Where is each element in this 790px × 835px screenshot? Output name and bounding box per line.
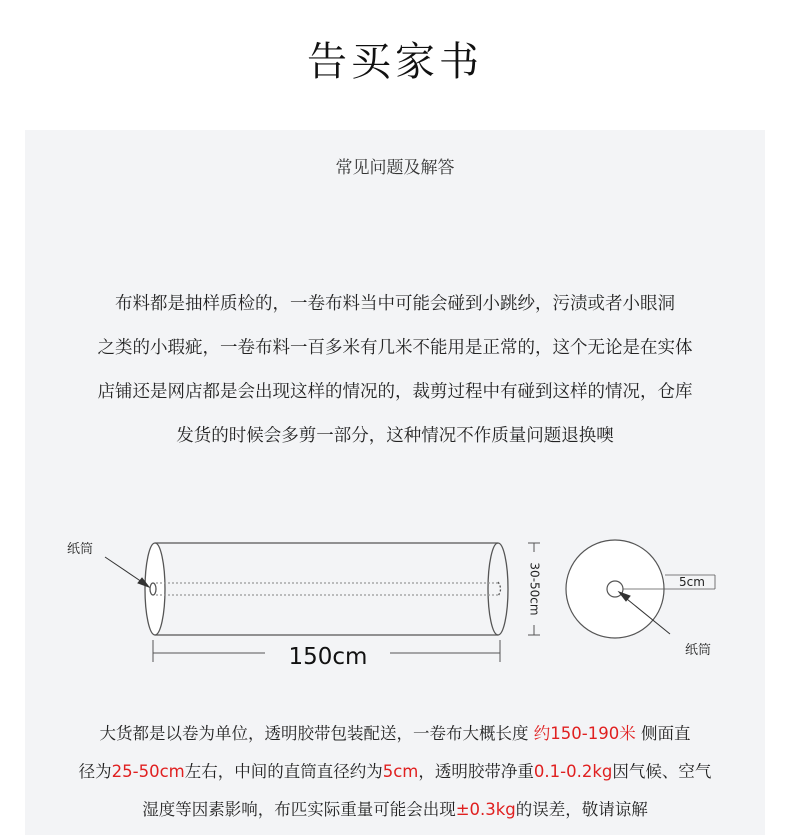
faq-panel [25, 130, 765, 835]
weight-error-value: ±0.3kg [455, 800, 516, 819]
bulk-info [55, 715, 735, 829]
notice-line: 布料都是抽样质检的，一卷布料当中可能会碰到小跳纱，污渍或者小眼洞 [115, 294, 675, 314]
tape-weight-value: 0.1-0.2kg [533, 762, 613, 781]
roll-cross-section [566, 540, 715, 638]
notice-line: 发货的时候会多剪一部分，这种情况不作质量问题退换噢 [176, 426, 614, 446]
page-title: 告买家书 [307, 39, 483, 85]
roll-length-value: 约150-190米 [533, 724, 636, 743]
fabric-roll-diagram [25, 510, 765, 710]
bulk-line: 大货都是以卷为单位，透明胶带包装配送，一卷布大概长度 约150-190米 侧面直 [99, 724, 691, 743]
tube-diameter-value: 5cm [382, 762, 419, 781]
side-diameter-value: 25-50cm [111, 762, 185, 781]
bulk-line: 径为25-50cm左右，中间的直筒直径约为5cm，透明胶带净重0.1-0.2kg因气候、空气 [78, 762, 712, 781]
tube-label-right: 纸筒 [685, 643, 712, 658]
length-label: 150cm [288, 644, 368, 670]
faq-heading: 常见问题及解答 [335, 158, 455, 178]
quality-notice [50, 282, 740, 458]
notice-line: 之类的小瑕疵，一卷布料一百多米有几米不能用是正常的，这个无论是在实体 [97, 338, 693, 358]
tube-label-left: 纸筒 [67, 542, 94, 557]
core-diameter-label: 5cm [679, 575, 705, 589]
roll-cylinder [145, 543, 508, 635]
diameter-label: 30-50cm [527, 562, 542, 616]
bulk-line: 湿度等因素影响，布匹实际重量可能会出现±0.3kg的误差，敬请谅解 [142, 800, 648, 819]
tube-arrow-left [105, 557, 149, 587]
notice-line: 店铺还是网店都是会出现这样的情况的，裁剪过程中有碰到这样的情况，仓库 [97, 382, 693, 402]
